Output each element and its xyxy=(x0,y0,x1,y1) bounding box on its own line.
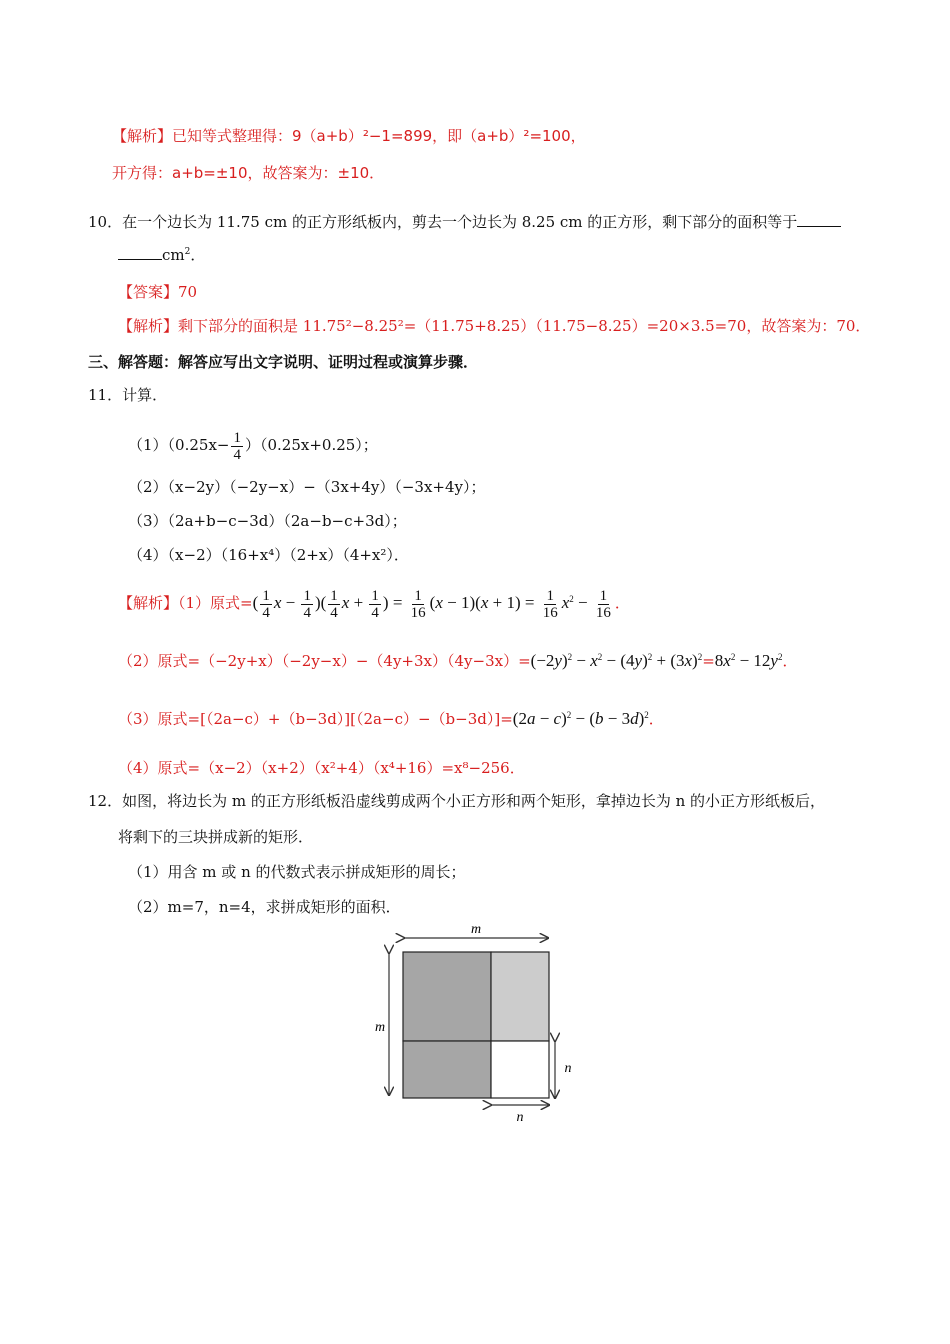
q11-sol1-label: 【解析】 xyxy=(118,594,179,612)
q10-text-main: 10．在一个边长为 11.75 cm 的正方形纸板内，剪去一个边长为 8.25 cm 的正方形，剩下部分的面积等于 xyxy=(88,213,798,231)
q10-text xyxy=(88,211,841,233)
q10-text2: $cm^2$． xyxy=(118,244,205,266)
q11-sol3-prefix: （3）原式=[（2a−c）+（b−3d）][（2a−c）−（b−3d）]= xyxy=(118,710,513,728)
label-left-m: m xyxy=(374,1020,386,1035)
q12-part1: （1）用含 m 或 n 的代数式表示拼成矩形的周长； xyxy=(128,863,466,881)
q10-answer-value: 70 xyxy=(178,283,198,301)
q11-item1-a: （1）（0.25x− xyxy=(128,436,230,454)
q11-item1 xyxy=(128,428,378,463)
q10-answer-label: 【答案】 xyxy=(118,283,179,301)
square-cut-figure xyxy=(365,920,580,1125)
top-analysis-line1: 【解析】已知等式整理得：9（a+b）²−1=899，即（a+b）²=100， xyxy=(112,127,586,145)
q11-title: 11．计算． xyxy=(88,386,168,404)
right-rect-block xyxy=(491,952,549,1041)
q11-sol3: （3）原式$=[(2a-c)+(b-3d)][(2a-c)-(b-3d)]=(2a - c)^2 - (b - 3d)^2$． xyxy=(118,709,664,728)
label-top-m: m xyxy=(470,922,482,937)
fraction-quarter: $\frac{1}{4}$ xyxy=(233,429,241,463)
q10-analysis xyxy=(118,315,870,337)
q10-answer xyxy=(118,281,197,303)
q12-line2: 将剩下的三块拼成新的矩形． xyxy=(118,828,314,846)
top-analysis-line2: 开方得：a+b=±10，故答案为：±10． xyxy=(112,164,385,182)
removed-small-square xyxy=(491,1041,549,1098)
q10-analysis-text: 剩下部分的面积是 11.75²−8.25²=（11.75+8.25）（11.75−8.25）=20×3.5=70，故答案为：70． xyxy=(178,317,871,335)
q10-analysis-label: 【解析】 xyxy=(118,317,179,335)
q11-item2: （2）（x−2y）（−2y−x）−（3x+4y）（−3x+4y）； xyxy=(128,478,486,496)
q11-item4: （4）（x−2）（16+x⁴）（2+x）（4+x²）． xyxy=(128,546,409,564)
q11-sol1-prefix: （1）原式= xyxy=(178,594,253,612)
q10-unit: cm xyxy=(162,246,185,264)
q12-line1: 12．如图，将边长为 m 的正方形纸板沿虚线剪成两个小正方形和两个矩形，拿掉边长为 n 的小正方形纸板后， xyxy=(88,792,826,810)
q11-sol2-prefix: （2）原式=（−2y+x）（−2y−x）−（4y+3x）（4y−3x）= xyxy=(118,652,531,670)
q11-sol2: （2）原式$=(-2y+x)(-2y-x)-(4y+3x)(4y-3x)=(-2y)^2 - x^2 - (4y)^2 + (3x)^2=8x^2 - 12y^2$． xyxy=(118,651,798,670)
bottom-rect-block xyxy=(403,1041,491,1098)
big-square-block xyxy=(403,952,491,1041)
section3-title: 三、解答题：解答应写出文字说明、证明过程或演算步骤． xyxy=(88,353,479,371)
label-bottom-n: n xyxy=(516,1110,524,1125)
q11-sol1: 【解析】（1）原式=( $\frac{1}{4}$ x − $\frac{1}{4}$ )( $\frac{1}{4}$ x + $\frac{1}{4}$ ) = $\frac{1}{16}$ (x − 1)(x + 1) = $\frac{1}{16}$ $x^2$ − $\frac{1}{16}$ ． xyxy=(118,587,630,621)
q11-item1-b: ）（0.25x+0.25）； xyxy=(244,436,378,454)
q10-blank2 xyxy=(118,245,162,260)
q10-blank xyxy=(797,212,841,227)
q11-sol4: （4）原式=（x−2）（x+2）（x²+4）（x⁴+16）=x⁸−256． xyxy=(118,759,525,777)
q12-part2: （2）m=7，n=4，求拼成矩形的面积． xyxy=(128,898,401,916)
q11-item3: （3）（2a+b−c−3d）（2a−b−c+3d）； xyxy=(128,512,407,530)
label-right-n: n xyxy=(564,1061,572,1076)
